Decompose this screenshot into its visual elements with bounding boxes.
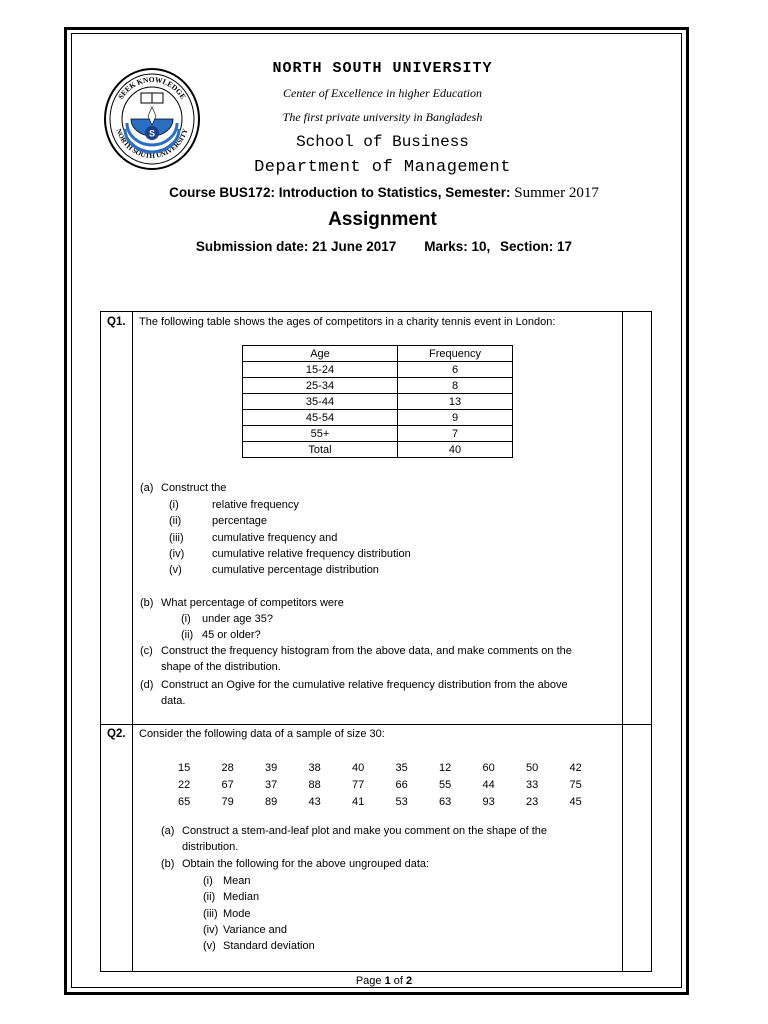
table-row — [178, 793, 613, 810]
table-cell: 53 — [395, 795, 408, 808]
q1-part-c-line1: Construct the frequency histogram from the above data, and make comments on the — [161, 645, 572, 657]
table-row — [243, 362, 513, 378]
table-cell: 77 — [352, 778, 365, 791]
q2-part-a-label: (a) — [161, 825, 175, 837]
q1-part-c-label: (c) — [140, 645, 153, 657]
table-cell: 15-24 — [243, 362, 398, 378]
logo-top-text: SEEK KNOWLEDGE — [116, 74, 188, 101]
table-cell: 8 — [398, 378, 513, 394]
table-row — [243, 378, 513, 394]
q2-intro: Consider the following data of a sample of size 30: — [139, 728, 385, 740]
table-cell: 50 — [526, 761, 539, 774]
table-cell: 9 — [398, 410, 513, 426]
table-cell: 35-44 — [243, 394, 398, 410]
table-cell: 12 — [439, 761, 452, 774]
table-cell: 41 — [352, 795, 365, 808]
table-cell: Total — [243, 442, 398, 458]
q2-part-a-line1: Construct a stem-and-leaf plot and make you comment on the shape of the — [182, 825, 548, 837]
list-item: (ii) percentage — [169, 515, 268, 528]
page-number: 1 — [384, 975, 391, 987]
list-item: (ii) 45 or older? — [181, 629, 261, 642]
q1-part-c-line2: shape of the distribution. — [161, 661, 281, 673]
table-cell: 38 — [308, 761, 321, 774]
table-row — [243, 410, 513, 426]
page-total: 2 — [406, 975, 413, 987]
table-cell: 22 — [178, 778, 191, 791]
q2-part-b-list — [203, 873, 315, 954]
table-cell: 13 — [398, 394, 513, 410]
table-cell: 63 — [439, 795, 452, 808]
logo-bottom-text: NORTH SOUTH UNIVERSITY — [114, 127, 190, 161]
list-item: (v) Standard deviation — [203, 940, 315, 953]
submission-date: Submission date: 21 June 2017 — [195, 239, 397, 254]
sample-data-table — [178, 759, 613, 810]
table-cell: 40 — [352, 761, 365, 774]
q2-part-b-label: (b) — [161, 858, 175, 870]
table-cell: 79 — [221, 795, 234, 808]
table-cell: 93 — [482, 795, 495, 808]
list-item: (iii) cumulative frequency and — [169, 531, 338, 544]
table-cell: 33 — [526, 778, 539, 791]
list-item: (v) cumulative percentage distribution — [169, 564, 379, 577]
motto-excellence: Center of Excellence in higher Education — [283, 86, 482, 100]
page-footer: Page 1 of 2 — [355, 975, 413, 987]
marks: Marks: 10, — [424, 239, 491, 254]
q1-part-d-line2: data. — [161, 695, 186, 707]
q1-part-d-line1: Construct an Ogive for the cumulative relative frequency distribution from the above — [161, 679, 568, 691]
motto-first-private: The first private university in Bangladesh — [282, 110, 483, 124]
list-item: (iv) Variance and — [203, 923, 288, 936]
submission-line — [110, 239, 658, 254]
list-item: (i) relative frequency — [169, 499, 299, 511]
logo-center-letter: S — [148, 128, 156, 139]
q1-intro: The following table shows the ages of competitors in a charity tennis event in London: — [139, 316, 556, 328]
semester: Summer 2017 — [514, 185, 599, 201]
q1-part-a-label: (a) — [140, 482, 154, 494]
table-cell: 7 — [398, 426, 513, 442]
table-cell: 75 — [569, 778, 582, 791]
list-item: (ii) Median — [203, 891, 260, 904]
table-cell: 45-54 — [243, 410, 398, 426]
table-cell: 37 — [265, 778, 278, 791]
table-cell: 55+ — [243, 426, 398, 442]
course-label: Course BUS172: Introduction to Statistics, Semester: — [169, 185, 515, 200]
list-item: (iii) Mode — [203, 907, 251, 920]
table-row — [243, 442, 513, 458]
course-line — [110, 185, 658, 202]
table-cell: 40 — [398, 442, 513, 458]
table-cell: 44 — [482, 778, 495, 791]
q1-part-b-list — [181, 611, 273, 644]
table-header-age: Age — [243, 346, 398, 362]
table-cell: 28 — [221, 761, 234, 774]
department-name: Department of Management — [254, 158, 511, 177]
table-header-frequency: Frequency — [398, 346, 513, 362]
table-cell: 23 — [526, 795, 539, 808]
q1-part-a-list — [169, 497, 411, 578]
assignment-title: Assignment — [328, 209, 437, 230]
q2-part-a-line2: distribution. — [182, 841, 239, 853]
table-row — [178, 759, 613, 776]
table-cell: 25-34 — [243, 378, 398, 394]
table-row-divider — [100, 724, 652, 725]
q2-part-b-text: Obtain the following for the above ungrouped data: — [182, 858, 430, 870]
table-col-divider-2 — [622, 311, 623, 972]
table-cell: 43 — [308, 795, 321, 808]
q1-part-b-text: What percentage of competitors were — [161, 597, 344, 609]
table-cell: 60 — [482, 761, 495, 774]
q1-label: Q1. — [107, 316, 126, 328]
table-col-divider-1 — [132, 311, 133, 972]
table-cell: 89 — [265, 795, 278, 808]
table-cell: 45 — [569, 795, 582, 808]
table-cell: 35 — [395, 761, 408, 774]
table-row — [243, 426, 513, 442]
table-cell: 65 — [178, 795, 191, 808]
table-cell: 15 — [178, 761, 191, 774]
q1-part-b-label: (b) — [140, 597, 154, 609]
table-cell: 42 — [569, 761, 582, 774]
university-seal-logo — [103, 67, 201, 171]
table-cell: 39 — [265, 761, 278, 774]
table-cell: 55 — [439, 778, 452, 791]
school-name: School of Business — [296, 133, 469, 151]
q1-part-d-label: (d) — [140, 679, 154, 691]
age-frequency-table — [242, 345, 513, 458]
university-name: NORTH SOUTH UNIVERSITY — [272, 60, 493, 77]
table-cell: 6 — [398, 362, 513, 378]
list-item: (i) Mean — [203, 875, 251, 887]
table-row — [243, 394, 513, 410]
list-item: (i) under age 35? — [181, 613, 273, 625]
table-cell: 88 — [308, 778, 321, 791]
list-item: (iv) cumulative relative frequency distribution — [169, 547, 411, 560]
q2-label: Q2. — [107, 728, 126, 740]
table-cell: 67 — [221, 778, 234, 791]
section: Section: 17 — [500, 239, 573, 254]
table-row — [243, 346, 513, 362]
table-row — [178, 776, 613, 793]
table-cell: 66 — [395, 778, 408, 791]
q1-part-a-text: Construct the — [161, 482, 227, 494]
